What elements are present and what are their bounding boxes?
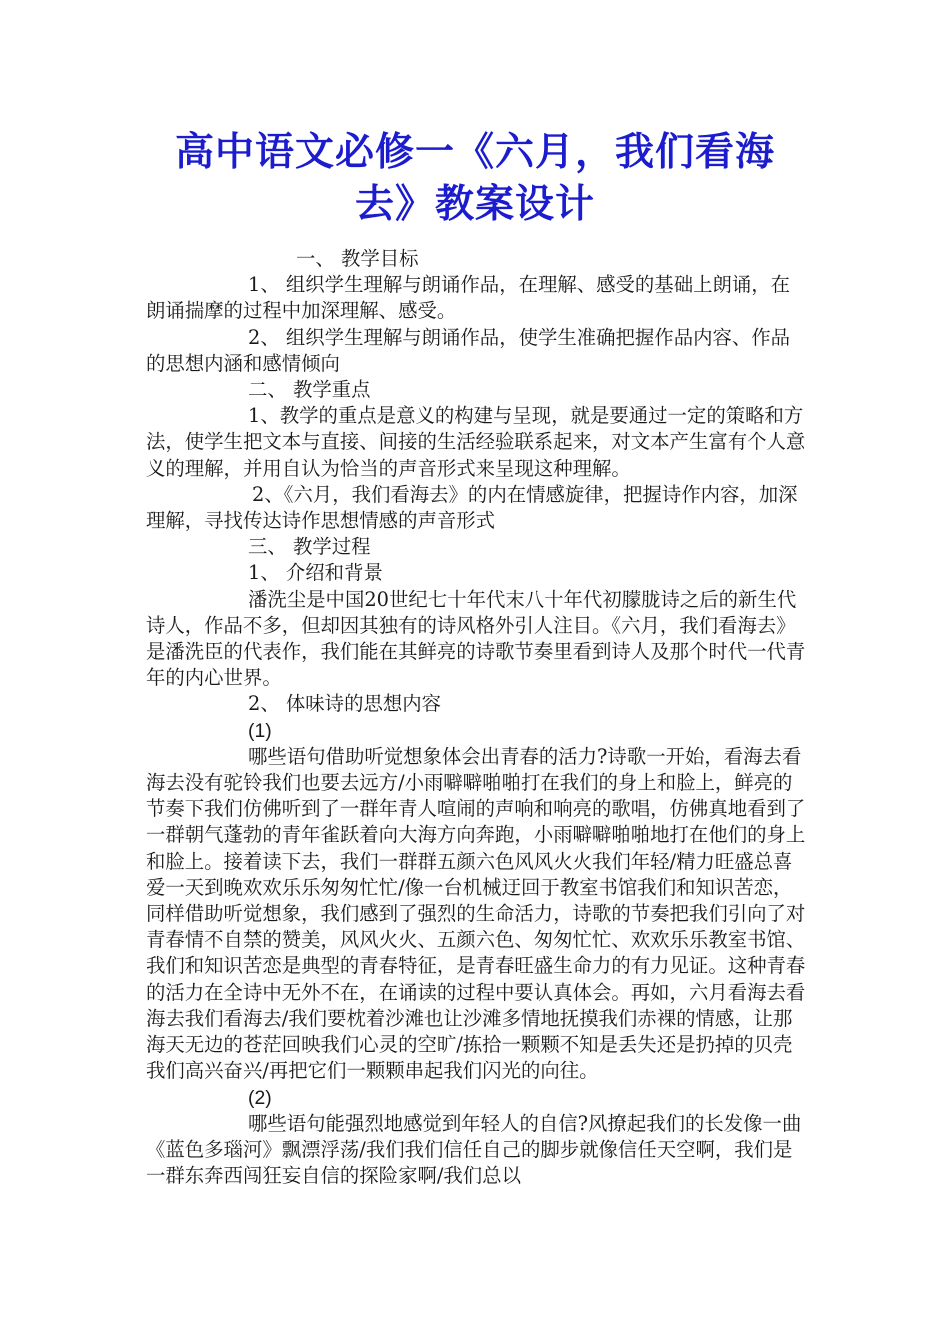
goal-item-2: 2、 组织学生理解与朗诵作品，使学生准确把握作品内容、作品的思想内涵和感情倾向 xyxy=(146,325,791,375)
point-label-2: (2) xyxy=(248,1086,272,1109)
focus-item-1: 1、教学的重点是意义的构建与呈现，就是要通过一定的策略和方法，使学生把文本与直接、间接的生活经验联系起来，对文本产生富有个人意义的理解，并用自认为恰当的声音形式来呈现这种理解。 xyxy=(146,404,806,480)
title-line-1: 高中语文必修一《六月，我们看海 xyxy=(174,129,775,175)
section-heading-process: 三、 教学过程 xyxy=(248,535,371,559)
document-title xyxy=(115,126,835,230)
point-paragraph-1: 哪些语句借助听觉想象体会出青春的活力?诗歌一开始，看海去看海去没有驼铃我们也要去远方/小雨噼噼啪啪打在我们的身上和脸上，鲜亮的节奏下我们仿佛听到了一群年青人喧闹的声响和响亮的歌唱，仿佛真地看到了一群朝气蓬勃的青年雀跃着向大海方向奔跑，小雨噼噼啪啪地打在他们的身上和脸上。接着读下去，我们一群群五颜六色风风火火我们年轻/精力旺盛总喜爱一天到晚欢欢乐乐匆匆忙忙/像一台机械迂回于教室书馆我们和知识苦恋，同样借助听觉想象，我们感到了强烈的生命活力，诗歌的节奏把我们引向了对青春情不自禁的赞美，风风火火、五颜六色、匆匆忙忙、欢欢乐乐教室书馆、我们和知识苦恋是典型的青春特征，是青春旺盛生命力的有力见证。这种青春的活力在全诗中无外不在，在诵读的过程中要认真体会。再如，六月看海去看海去我们看海去/我们要枕着沙滩也让沙滩多情地抚摸我们赤裸的情感，让那海天无边的苍茫回映我们心灵的空旷/拣拾一颗颗不知是丢失还是扔掉的贝壳我们高兴奋兴/再把它们一颗颗串起我们闪光的向往。 xyxy=(146,744,806,1083)
title-line-2: 去》教案设计 xyxy=(354,181,595,227)
background-paragraph: 潘洗尘是中国20世纪七十年代末八十年代初朦胧诗之后的新生代诗人，作品不多，但却因其独有的诗风格外引人注目。《六月，我们看海去》是潘洗臣的代表作，我们能在其鲜亮的诗歌节奏里看到诗人及那个时代一代青年的内心世界。 xyxy=(146,587,806,690)
point-label-1: (1) xyxy=(248,719,272,742)
section-heading-focus: 二、 教学重点 xyxy=(248,378,371,402)
process-subheading-background: 1、 介绍和背景 xyxy=(248,561,383,585)
process-subheading-content: 2、 体味诗的思想内容 xyxy=(248,692,442,716)
goal-item-1: 1、 组织学生理解与朗诵作品，在理解、感受的基础上朗诵，在朗诵揣摩的过程中加深理解、感受。 xyxy=(146,273,791,323)
point-paragraph-2: 哪些语句能强烈地感觉到年轻人的自信?风撩起我们的长发像一曲《蓝色多瑙河》飘漂浮荡/我们我们信任自己的脚步就像信任天空啊，我们是一群东奔西闯狂妄自信的探险家啊/我们总以 xyxy=(146,1111,802,1188)
section-heading-goals: 一、 教学目标 xyxy=(296,247,419,270)
document-body xyxy=(146,246,806,1189)
focus-item-2: 2、《六月，我们看海去》的内在情感旋律，把握诗作内容，加深理解，寻找传达诗作思想情感的声音形式 xyxy=(146,482,798,533)
